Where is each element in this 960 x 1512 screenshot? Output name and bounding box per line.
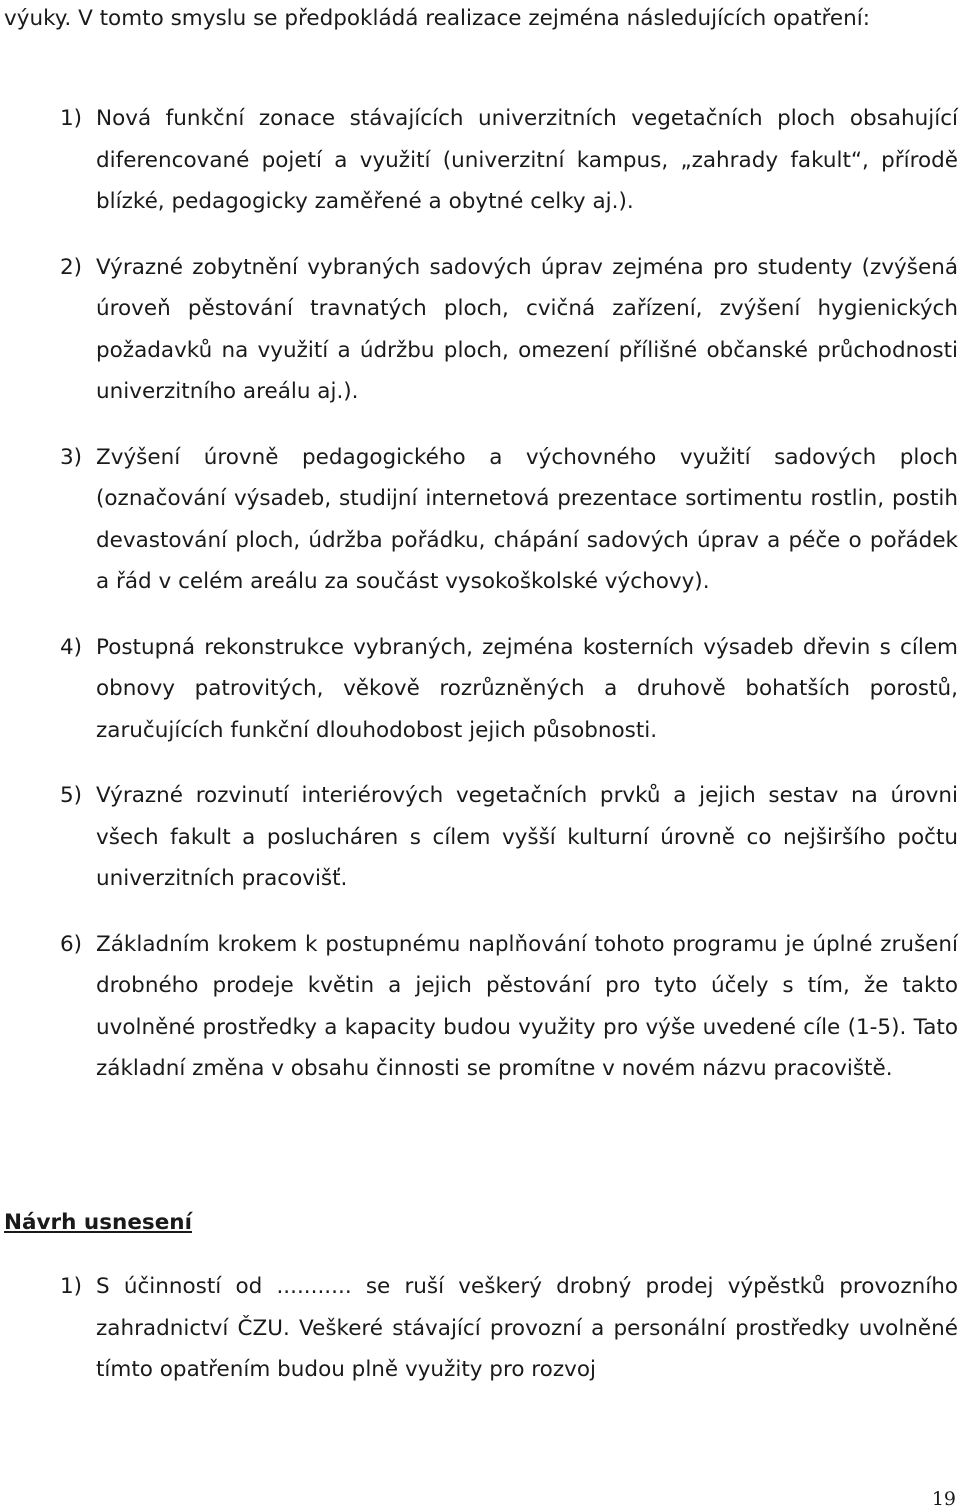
measure-item bbox=[0, 924, 960, 1090]
measure-item bbox=[0, 247, 960, 413]
measure-number: 4) bbox=[60, 634, 83, 660]
measure-text: Postupná rekonstrukce vybraných, zejména kosterních výsadeb dřevin s cílem obnovy patrovitých, věkově rozrůzněných a druhově bohatších porostů, zaručujících funkční dlouhodobost jejich působnosti. bbox=[96, 634, 958, 743]
measure-item bbox=[0, 627, 960, 752]
measure-number: 6) bbox=[60, 931, 83, 957]
resolution-number: 1) bbox=[60, 1274, 83, 1299]
measure-number: 3) bbox=[60, 444, 83, 470]
resolutions-list bbox=[0, 1266, 960, 1391]
measure-item bbox=[0, 98, 960, 223]
measure-number: 5) bbox=[60, 783, 83, 808]
measure-number: 2) bbox=[60, 254, 83, 280]
resolution-heading: Návrh usnesení bbox=[4, 1210, 192, 1235]
measure-text: Zvýšení úrovně pedagogického a výchovného využití sadových ploch (označování výsadeb, studijní internetová prezentace sortimentu rostlin, postih devastování ploch, údržba pořádku, chápání sadových úprav a péče o pořádek a řád v celém areálu za součást vysokoškolské výchovy). bbox=[96, 444, 958, 594]
intro-paragraph: výuky. V tomto smyslu se předpokládá realizace zejména následujících opatření: bbox=[4, 6, 870, 31]
measure-item bbox=[0, 775, 960, 900]
resolution-text: S účinností od ........... se ruší veškerý drobný prodej výpěstků provozního zahradnictví ČZU. Veškeré stávající provozní a personální prostředky uvolněné tímto opatřením budou plně využity pro rozvoj bbox=[96, 1274, 958, 1382]
measure-text: Výrazné zobytnění vybraných sadových úprav zejména pro studenty (zvýšená úroveň pěstování travnatých ploch, cvičná zařízení, zvýšení hygienických požadavků na využití a údržbu ploch, omezení přílišné občanské průchodnosti univerzitního areálu aj.). bbox=[96, 254, 958, 404]
resolution-item bbox=[0, 1266, 960, 1391]
measure-text: Výrazné rozvinutí interiérových vegetačních prvků a jejich sestav na úrovni všech fakult a poslucháren s cílem vyšší kulturní úrovně co nejširšího počtu univerzitních pracovišť. bbox=[96, 783, 958, 891]
measure-text: Základním krokem k postupnému naplňování tohoto programu je úplné zrušení drobného prodeje květin a jejich pěstování pro tyto účely s tím, že takto uvolněné prostředky a kapacity budou využity pro výše uvedené cíle (1-5). Tato základní změna v obsahu činnosti se promítne v novém názvu pracoviště. bbox=[96, 931, 958, 1081]
measure-item bbox=[0, 437, 960, 603]
measures-list bbox=[0, 98, 960, 1090]
page-number: 19 bbox=[931, 1488, 956, 1510]
measure-text: Nová funkční zonace stávajících univerzitních vegetačních ploch obsahující diferencované pojetí a využití (univerzitní kampus, „zahrady fakult“, přírodě blízké, pedagogicky zaměřené a obytné celky aj.). bbox=[96, 106, 958, 214]
measure-number: 1) bbox=[60, 106, 83, 131]
